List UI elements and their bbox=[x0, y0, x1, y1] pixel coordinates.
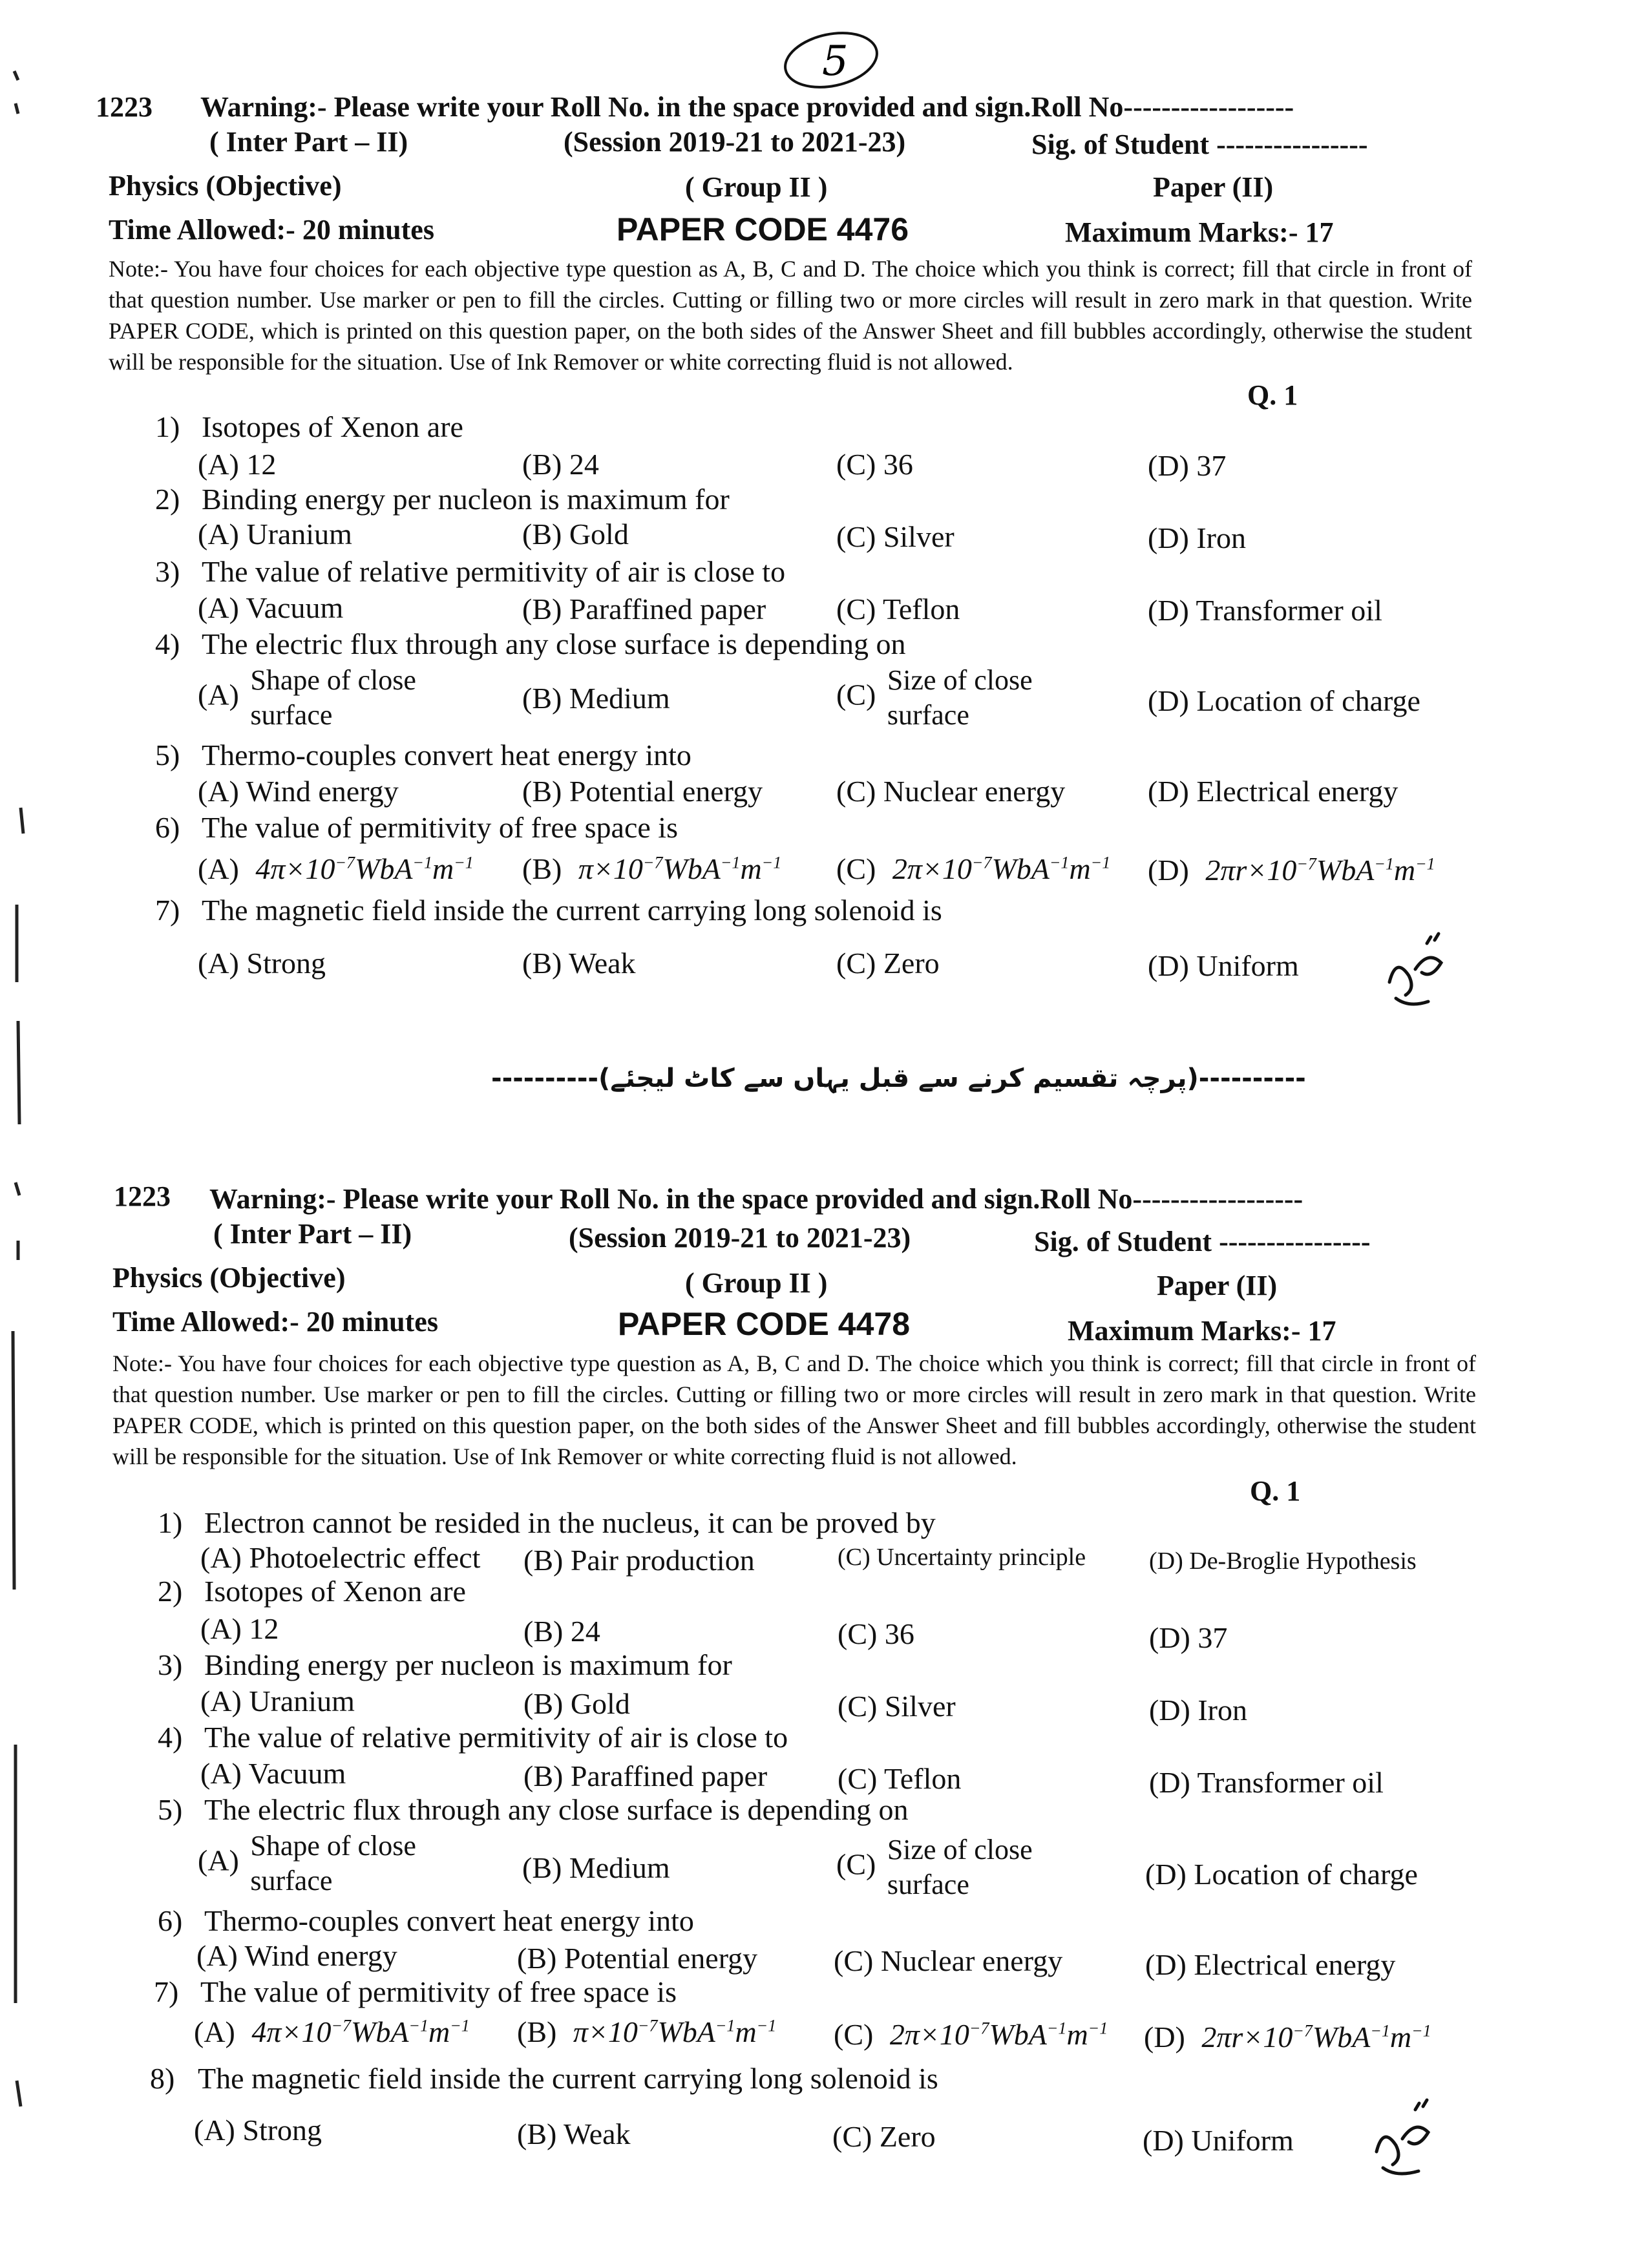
page-number-circle bbox=[779, 25, 883, 96]
option-d-value: 2πr×10 bbox=[1201, 2021, 1293, 2053]
option-d: (D) 37 bbox=[1149, 1621, 1228, 1654]
question-text: Isotopes of Xenon are bbox=[202, 410, 463, 443]
option-d: (D) Electrical energy bbox=[1148, 775, 1398, 808]
time-allowed: Time Allowed:- 20 minutes bbox=[109, 214, 434, 246]
question-text: Electron cannot be resided in the nucleus, it can be proved by bbox=[204, 1506, 936, 1539]
student-signature-field: Sig. of Student ---------------- bbox=[1034, 1226, 1371, 1257]
option-a: (A) Strong bbox=[198, 947, 326, 980]
option-a-text: Shape of close surface bbox=[250, 664, 416, 731]
option-a: (A) 12 bbox=[200, 1612, 279, 1645]
question-text: Binding energy per nucleon is maximum for bbox=[204, 1648, 732, 1681]
option-b: (B) Paraffined paper bbox=[522, 593, 766, 625]
student-signature-field: Sig. of Student ---------------- bbox=[1031, 129, 1368, 160]
paper-code: PAPER CODE 4478 bbox=[618, 1306, 911, 1342]
paper-code: PAPER CODE 4476 bbox=[617, 211, 909, 247]
option-d: (D) Iron bbox=[1148, 521, 1246, 554]
exponent: −1 bbox=[1370, 2021, 1390, 2041]
question-number: 8) bbox=[150, 2062, 175, 2095]
option-c: (C) Teflon bbox=[836, 593, 960, 625]
exponent: −7 bbox=[642, 853, 663, 872]
paper-number: Paper (II) bbox=[1153, 171, 1274, 203]
exponent: −1 bbox=[1411, 2021, 1431, 2041]
question-number: 1) bbox=[158, 1506, 183, 1539]
question-number: 2) bbox=[155, 483, 180, 516]
group: ( Group II ) bbox=[685, 1267, 828, 1299]
inter-part: ( Inter Part – II) bbox=[213, 1218, 412, 1250]
unit: WbA bbox=[657, 2015, 715, 2048]
option-b bbox=[517, 2015, 776, 2049]
exponent: −1 bbox=[1088, 2019, 1108, 2038]
question-text: The value of permitivity of free space is bbox=[200, 1975, 677, 2008]
option-d: (D) Transformer oil bbox=[1148, 594, 1382, 627]
option-c: (C) Zero bbox=[832, 2120, 936, 2153]
option-a bbox=[198, 1829, 438, 1898]
exponent: −1 bbox=[454, 853, 474, 872]
maximum-marks: Maximum Marks:- 17 bbox=[1068, 1315, 1336, 1347]
exponent: −1 bbox=[1415, 854, 1435, 874]
exponent: −7 bbox=[969, 2019, 989, 2038]
option-d: (D) Transformer oil bbox=[1149, 1766, 1384, 1799]
exponent: −7 bbox=[971, 853, 992, 872]
option-a: (A) 12 bbox=[198, 448, 277, 481]
unit: m bbox=[735, 2015, 757, 2048]
exponent: −1 bbox=[1046, 2019, 1067, 2038]
maximum-marks: Maximum Marks:- 17 bbox=[1065, 216, 1334, 248]
option-b: (B) Pair production bbox=[523, 1544, 755, 1577]
option-b: (B) Potential energy bbox=[522, 775, 763, 808]
option-a-label: (A) bbox=[194, 2015, 235, 2048]
option-c-label: (C) bbox=[836, 678, 876, 711]
option-a-value: 4π×10 bbox=[251, 2015, 332, 2048]
option-c: (C) Silver bbox=[838, 1690, 956, 1723]
unit: m bbox=[1393, 854, 1416, 887]
question-text: The value of permitivity of free space is bbox=[202, 811, 678, 844]
option-c-label: (C) bbox=[836, 852, 876, 885]
option-b: (B) Gold bbox=[522, 518, 629, 551]
session: (Session 2019-21 to 2021-23) bbox=[569, 1222, 911, 1254]
question-number: 2) bbox=[158, 1575, 183, 1608]
question-text: Thermo-couples convert heat energy into bbox=[202, 739, 691, 772]
option-c-value: 2π×10 bbox=[889, 2018, 969, 2051]
exponent: −1 bbox=[1090, 853, 1111, 872]
question-number: 1) bbox=[155, 410, 180, 443]
option-c: (C) Nuclear energy bbox=[834, 1944, 1063, 1977]
question-text: The electric flux through any close surface is depending on bbox=[202, 627, 906, 660]
option-d: (D) Location of charge bbox=[1145, 1858, 1418, 1891]
unit: WbA bbox=[989, 2018, 1047, 2051]
instructions-note: Note:- You have four choices for each objective type question as A, B, C and D. The choice which you think is correct; fill that circle in front of that question number. Use marker or pen to fill the circles. Cutting or filling two or more circles will result in zero mark in that question. Write PAPER CODE, which is printed on this question paper, on the both sides of the Answer Sheet and fill bubbles accordingly, otherwise the student will be responsible for the situation. Use of Ink Remover or white correcting fluid is not allowed. bbox=[112, 1350, 1476, 1469]
option-c-label: (C) bbox=[834, 2018, 874, 2051]
exponent: −7 bbox=[335, 853, 355, 872]
question-number: 3) bbox=[155, 555, 180, 588]
exponent: −1 bbox=[1374, 854, 1394, 874]
question-number: 7) bbox=[154, 1975, 179, 2008]
option-c-text: Size of close surface bbox=[887, 664, 1033, 731]
page-number: 5 bbox=[822, 37, 849, 85]
option-b-label: (B) bbox=[522, 852, 562, 885]
option-a: (A) Wind energy bbox=[196, 1939, 397, 1972]
option-a-label: (A) bbox=[198, 678, 239, 711]
exponent: −1 bbox=[756, 2016, 777, 2035]
exponent: −1 bbox=[450, 2016, 470, 2035]
question-number: 6) bbox=[155, 811, 180, 844]
option-d: (D) Location of charge bbox=[1148, 684, 1420, 717]
exponent: −7 bbox=[1293, 2021, 1313, 2041]
option-c-label: (C) bbox=[836, 1847, 876, 1881]
question-label: Q. 1 bbox=[1250, 1475, 1301, 1507]
handwritten-signature bbox=[1357, 2081, 1448, 2190]
unit: m bbox=[740, 852, 762, 885]
option-c-text: Size of close surface bbox=[887, 1834, 1033, 1900]
option-c: (C) Zero bbox=[836, 947, 940, 980]
unit: m bbox=[432, 852, 454, 885]
warning-text: Warning:- Please write your Roll No. in the space provided and sign.Roll No------------------ bbox=[209, 1183, 1303, 1215]
option-d: (D) De-Broglie Hypothesis bbox=[1149, 1548, 1417, 1575]
option-a bbox=[194, 2015, 470, 2049]
question-number: 7) bbox=[155, 894, 180, 927]
exponent: −1 bbox=[408, 2016, 428, 2035]
unit: m bbox=[1066, 2018, 1088, 2051]
option-d: (D) Uniform bbox=[1143, 2124, 1294, 2157]
option-c bbox=[836, 1832, 1075, 1902]
scan-margin-marks bbox=[6, 65, 32, 2197]
question-text: Binding energy per nucleon is maximum for bbox=[202, 483, 730, 516]
serial-number: 1223 bbox=[114, 1181, 171, 1212]
unit: WbA bbox=[351, 2015, 409, 2048]
question-text: Thermo-couples convert heat energy into bbox=[204, 1904, 694, 1937]
exponent: −1 bbox=[715, 2016, 735, 2035]
option-c: (C) Silver bbox=[836, 520, 955, 553]
unit: WbA bbox=[1316, 854, 1375, 887]
exponent: −7 bbox=[637, 2016, 658, 2035]
subject: Physics (Objective) bbox=[112, 1262, 346, 1294]
option-a-label: (A) bbox=[198, 852, 239, 885]
option-c: (C) 36 bbox=[838, 1617, 914, 1650]
question-text: The electric flux through any close surface is depending on bbox=[204, 1793, 909, 1826]
option-a: (A) Vacuum bbox=[200, 1757, 346, 1790]
instructions-note: Note:- You have four choices for each objective type question as A, B, C and D. The choice which you think is correct; fill that circle in front of that question number. Use marker or pen to fill the circles. Cutting or filling two or more circles will result in zero mark in that question. Write PAPER CODE, which is printed on this question paper, on the both sides of the Answer Sheet and fill bubbles accordingly, otherwise the student will be responsible for the situation. Use of Ink Remover or white correcting fluid is not allowed. bbox=[109, 256, 1472, 375]
option-b-label: (B) bbox=[517, 2015, 557, 2048]
option-b: (B) Medium bbox=[522, 682, 670, 715]
option-c: (C) Nuclear energy bbox=[836, 775, 1066, 808]
option-c: (C) Teflon bbox=[838, 1762, 962, 1795]
option-a: (A) Uranium bbox=[200, 1685, 355, 1717]
question-number: 6) bbox=[158, 1904, 183, 1937]
question-number: 5) bbox=[158, 1793, 183, 1826]
option-a bbox=[198, 852, 474, 886]
option-c: (C) Uncertainty principle bbox=[838, 1544, 1086, 1571]
option-d bbox=[1144, 2020, 1431, 2054]
option-b bbox=[522, 852, 781, 886]
unit: WbA bbox=[662, 852, 721, 885]
option-b: (B) Weak bbox=[522, 947, 636, 980]
option-c: (C) 36 bbox=[836, 448, 913, 481]
exponent: −1 bbox=[720, 853, 741, 872]
question-text: The value of relative permitivity of air is close to bbox=[202, 555, 786, 588]
option-d: (D) Iron bbox=[1149, 1694, 1247, 1727]
time-allowed: Time Allowed:- 20 minutes bbox=[112, 1306, 438, 1338]
unit: m bbox=[1389, 2021, 1412, 2053]
option-a: (A) Strong bbox=[194, 2114, 322, 2147]
cut-here-line: ----------(پرچہ تقسیم کرنے سے قبل یہاں سے کاٹ لیجئے)---------- bbox=[491, 1064, 1306, 1093]
option-b-value: π×10 bbox=[573, 2015, 638, 2048]
option-c bbox=[836, 663, 1075, 733]
question-text: The magnetic field inside the current carrying long solenoid is bbox=[202, 894, 942, 927]
option-a-value: 4π×10 bbox=[255, 852, 335, 885]
unit: WbA bbox=[1312, 2021, 1371, 2053]
question-label: Q. 1 bbox=[1247, 379, 1298, 411]
option-c bbox=[834, 2017, 1108, 2052]
subject: Physics (Objective) bbox=[109, 170, 342, 202]
option-d: (D) 37 bbox=[1148, 449, 1227, 482]
option-b: (B) Paraffined paper bbox=[523, 1759, 768, 1792]
option-b: (B) Potential energy bbox=[517, 1942, 758, 1975]
option-b: (B) 24 bbox=[522, 448, 599, 481]
option-a: (A) Uranium bbox=[198, 518, 352, 551]
option-b: (B) 24 bbox=[523, 1615, 600, 1648]
option-a: (A) Vacuum bbox=[198, 591, 344, 624]
question-number: 3) bbox=[158, 1648, 183, 1681]
option-d bbox=[1148, 853, 1435, 887]
exponent: −7 bbox=[1296, 854, 1316, 874]
option-a: (A) Photoelectric effect bbox=[200, 1541, 481, 1574]
option-b-value: π×10 bbox=[578, 852, 643, 885]
inter-part: ( Inter Part – II) bbox=[209, 126, 408, 158]
unit: m bbox=[1069, 852, 1091, 885]
question-text: Isotopes of Xenon are bbox=[204, 1575, 466, 1608]
unit: WbA bbox=[991, 852, 1050, 885]
option-d-label: (D) bbox=[1144, 2021, 1185, 2053]
group: ( Group II ) bbox=[685, 171, 828, 203]
serial-number: 1223 bbox=[96, 91, 153, 123]
question-number: 5) bbox=[155, 739, 180, 772]
option-b: (B) Medium bbox=[522, 1851, 670, 1884]
option-d: (D) Electrical energy bbox=[1145, 1948, 1396, 1981]
option-d: (D) Uniform bbox=[1148, 949, 1299, 982]
exponent: −1 bbox=[761, 853, 782, 872]
option-a bbox=[198, 663, 438, 733]
option-a-label: (A) bbox=[198, 1843, 239, 1877]
option-a: (A) Wind energy bbox=[198, 775, 399, 808]
unit: WbA bbox=[355, 852, 413, 885]
warning-text: Warning:- Please write your Roll No. in the space provided and sign.Roll No------------------ bbox=[200, 91, 1294, 123]
option-b: (B) Gold bbox=[523, 1687, 630, 1720]
option-c bbox=[836, 852, 1110, 886]
question-text: The magnetic field inside the current carrying long solenoid is bbox=[198, 2062, 938, 2095]
exponent: −7 bbox=[331, 2016, 351, 2035]
option-d-label: (D) bbox=[1148, 854, 1189, 887]
option-a-text: Shape of close surface bbox=[250, 1830, 416, 1896]
question-text: The value of relative permitivity of air is close to bbox=[204, 1721, 788, 1754]
unit: m bbox=[428, 2015, 450, 2048]
session: (Session 2019-21 to 2021-23) bbox=[564, 126, 906, 158]
question-number: 4) bbox=[158, 1721, 183, 1754]
exponent: −1 bbox=[412, 853, 432, 872]
question-number: 4) bbox=[155, 627, 180, 660]
paper-number: Paper (II) bbox=[1157, 1270, 1278, 1301]
option-b: (B) Weak bbox=[517, 2117, 631, 2150]
option-d-value: 2πr×10 bbox=[1205, 854, 1297, 887]
handwritten-signature bbox=[1370, 918, 1454, 1021]
option-c-value: 2π×10 bbox=[892, 852, 972, 885]
exponent: −1 bbox=[1049, 853, 1070, 872]
